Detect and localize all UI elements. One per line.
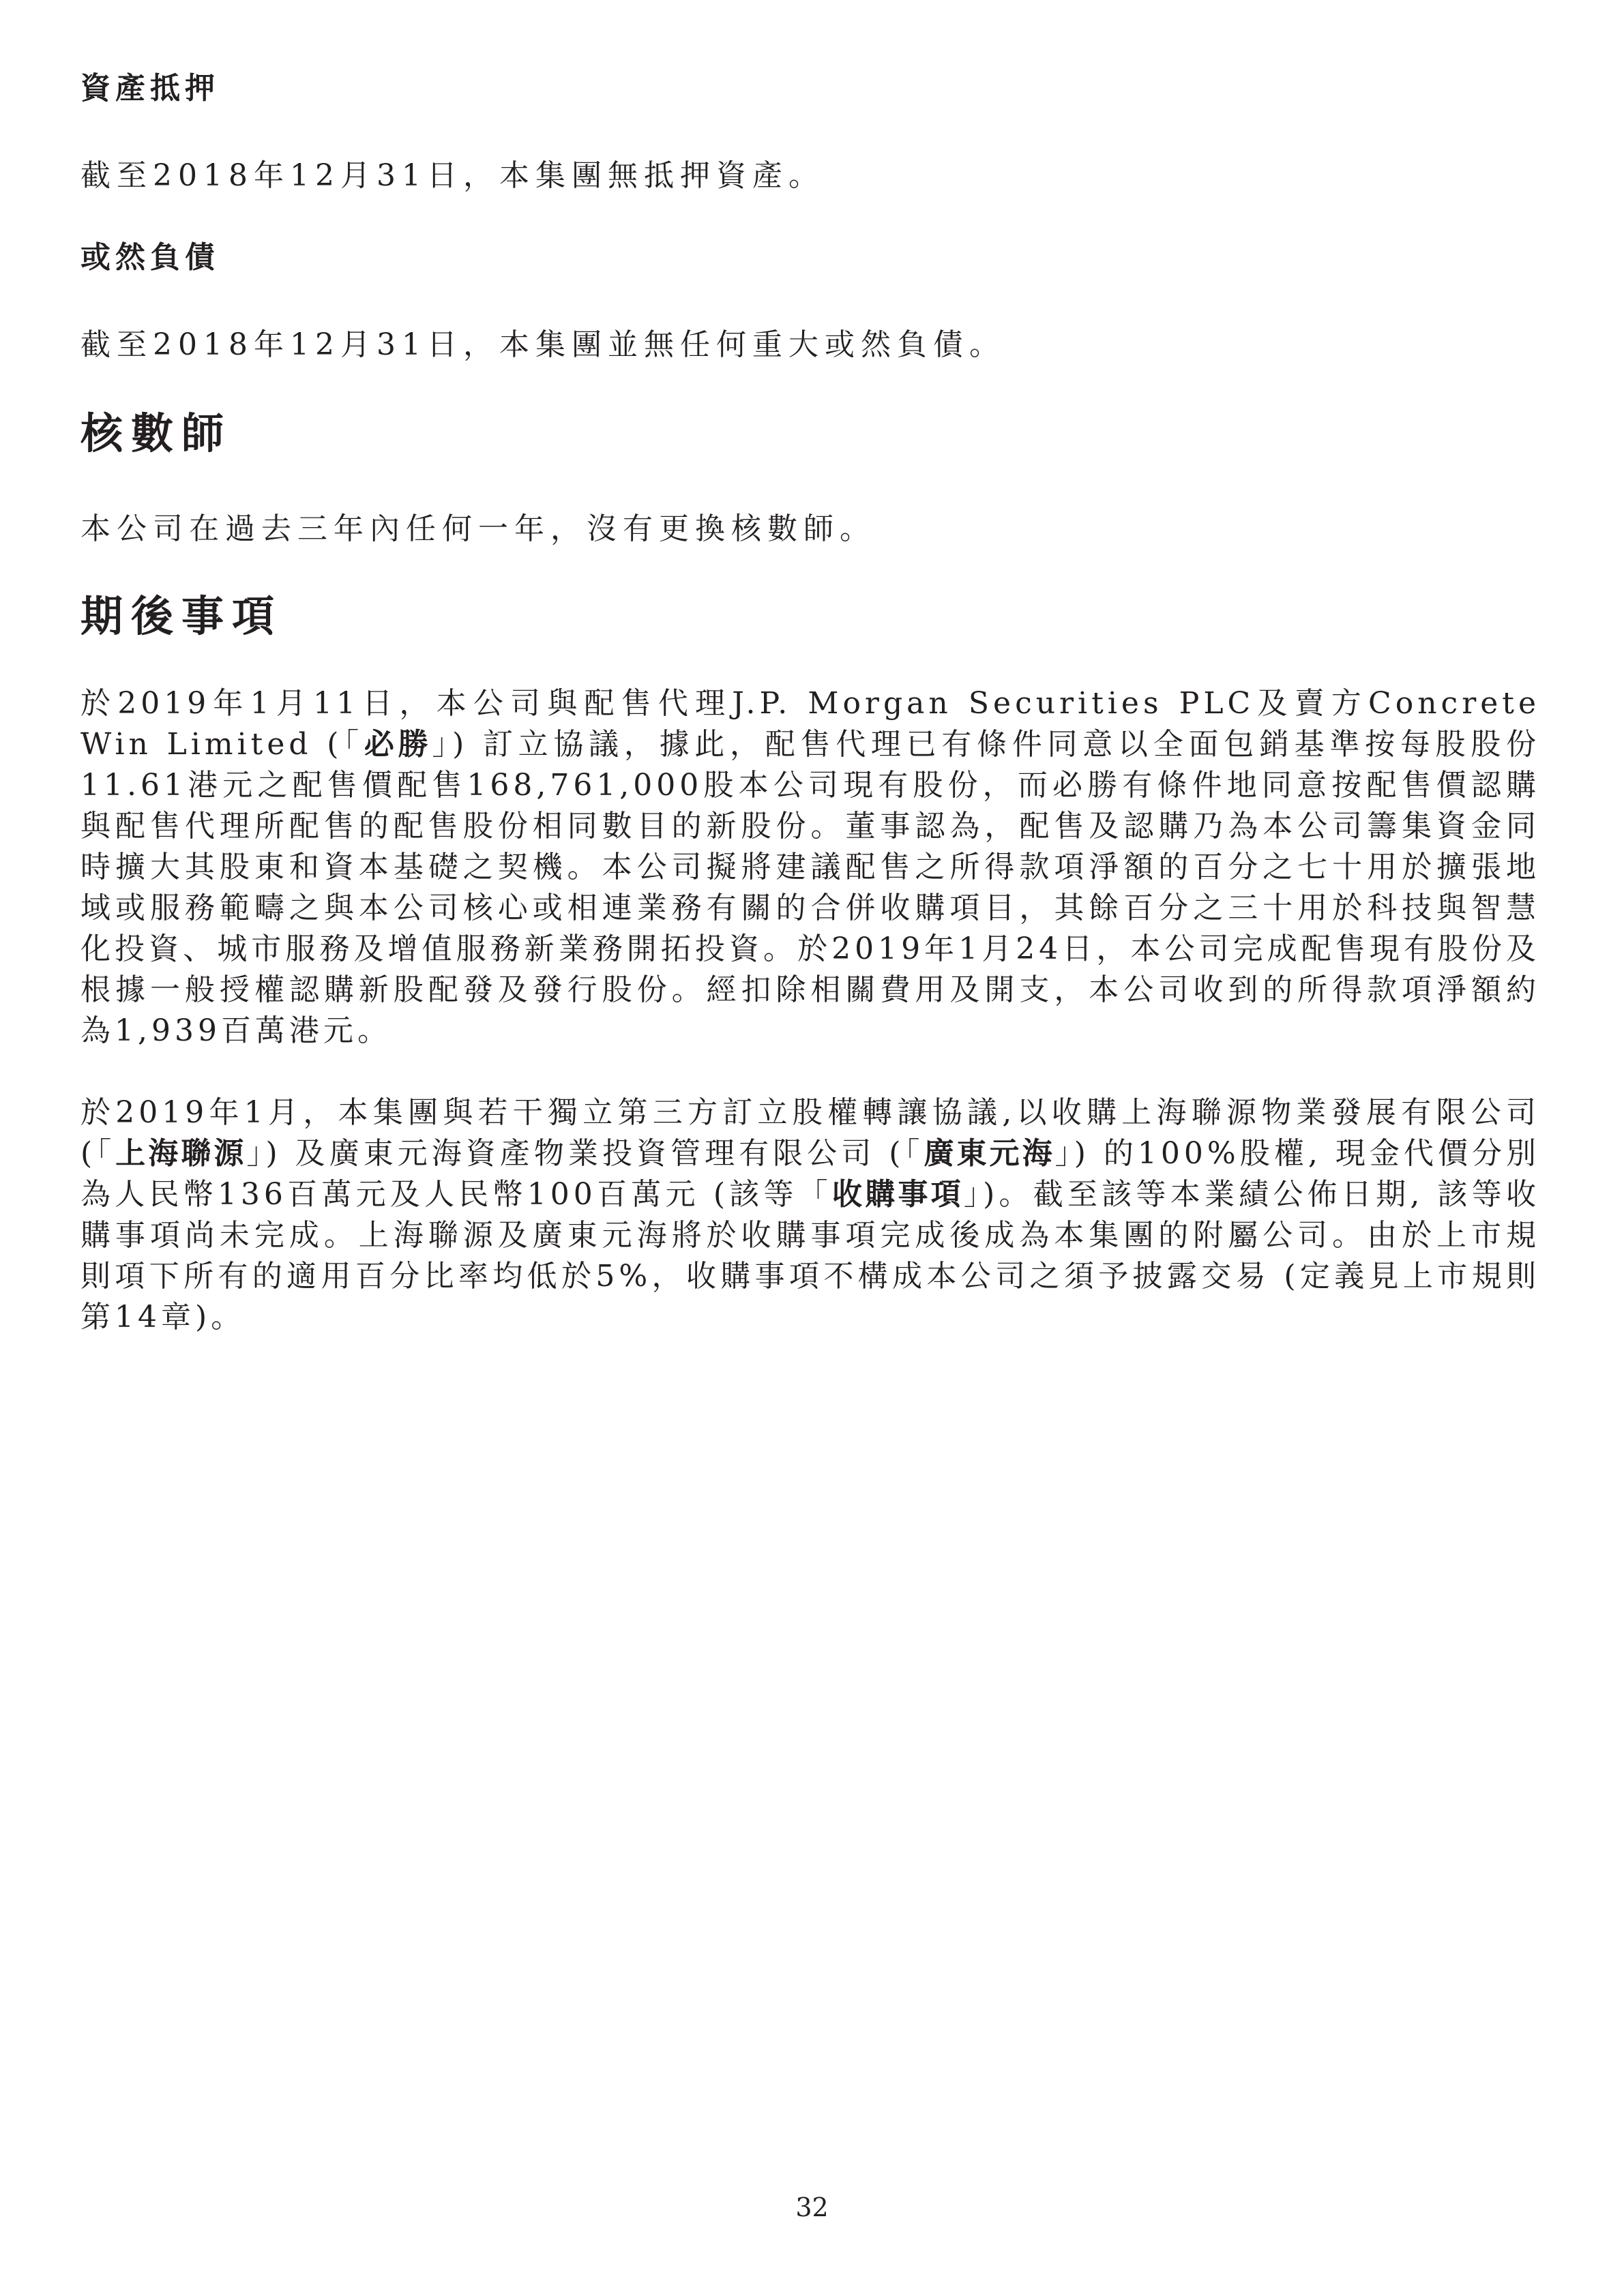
- subsequent-events-paragraph-2: [80, 1092, 1540, 1338]
- paragraph-2-text-c: 」) 的100%股權, 現金代價分別為人民幣136百萬元及人民幣100百萬元 (該等「: [80, 1136, 1541, 1212]
- subsequent-events-heading: 期後事項: [80, 591, 283, 641]
- paragraph-2-text-d: 」)。截至該等本業績公佈日期, 該等收購事項尚未完成。上海聯源及廣東元海將於收購事項完成後成為本集團的附屬公司。由於上市規則項下所有的適用百分比率均低於5%，收購事項不構成本公司之須予披露交易 (定義見上市規則第14章)。: [80, 1177, 1540, 1335]
- defined-term-guangdong-yuanhai: 廣東元海: [924, 1136, 1055, 1171]
- contingent-liabilities-text: 截至2018年12月31日，本集團並無任何重大或然負債。: [80, 327, 1005, 362]
- contingent-liabilities-section: [80, 237, 1540, 366]
- contingent-liabilities-heading: 或然負債: [80, 240, 220, 275]
- defined-term-bisheng: 必勝: [364, 727, 432, 762]
- subsequent-events-paragraph-1: [80, 683, 1540, 1052]
- auditor-heading: 核數師: [80, 408, 233, 458]
- paragraph-1-text-b: 」) 訂立協議，據此，配售代理已有條件同意以全面包銷基準按每股股份11.61港元之配售價配售168,761,000股本公司現有股份，而必勝有條件地同意按配售價認購與配售代理所配售的配售股份相同數目的新股份。董事認為，配售及認購乃為本公司籌集資金同時擴大其股東和資本基礎之契機。本公司擬將建議配售之所得款項淨額的百分之七十用於擴張地域或服務範疇之與本公司核心或相連業務有關的合併收購項目，其餘百分之三十用於科技與智慧化投資、城市服務及增值服務新業務開拓投資。於2019年1月24日，本公司完成配售現有股份及根據一般授權認購新股配發及發行股份。經扣除相關費用及開支，本公司收到的所得款項淨額約為1,939百萬港元。: [80, 727, 1540, 1048]
- defined-term-acquisitions: 收購事項: [831, 1177, 964, 1212]
- asset-pledge-text: 截至2018年12月31日，本集團無抵押資產。: [80, 158, 825, 193]
- document-page: [80, 68, 1540, 1338]
- defined-term-shanghai-lianyuan: 上海聯源: [115, 1136, 247, 1171]
- page-number: 32: [795, 2192, 829, 2222]
- auditor-text: 本公司在過去三年內任何一年，沒有更換核數師。: [80, 511, 876, 546]
- paragraph-2-text-a: 於2019年1月，本集團與若干獨立第三方訂立股權轉讓協議,以收購上海聯源物業發展有限公司 (「: [80, 1095, 1540, 1171]
- paragraph-1-text-a: 於2019年1月11日，本公司與配售代理J.P. Morgan Securities PLC及賣方Concrete Win Limited (「: [80, 686, 1540, 762]
- auditor-section: [80, 406, 1540, 550]
- subsequent-events-section: [80, 589, 1540, 1338]
- asset-pledge-section: [80, 68, 1540, 196]
- asset-pledge-heading: 資產抵押: [80, 71, 220, 106]
- paragraph-2-text-b: 」) 及廣東元海資產物業投資管理有限公司 (「: [246, 1136, 924, 1171]
